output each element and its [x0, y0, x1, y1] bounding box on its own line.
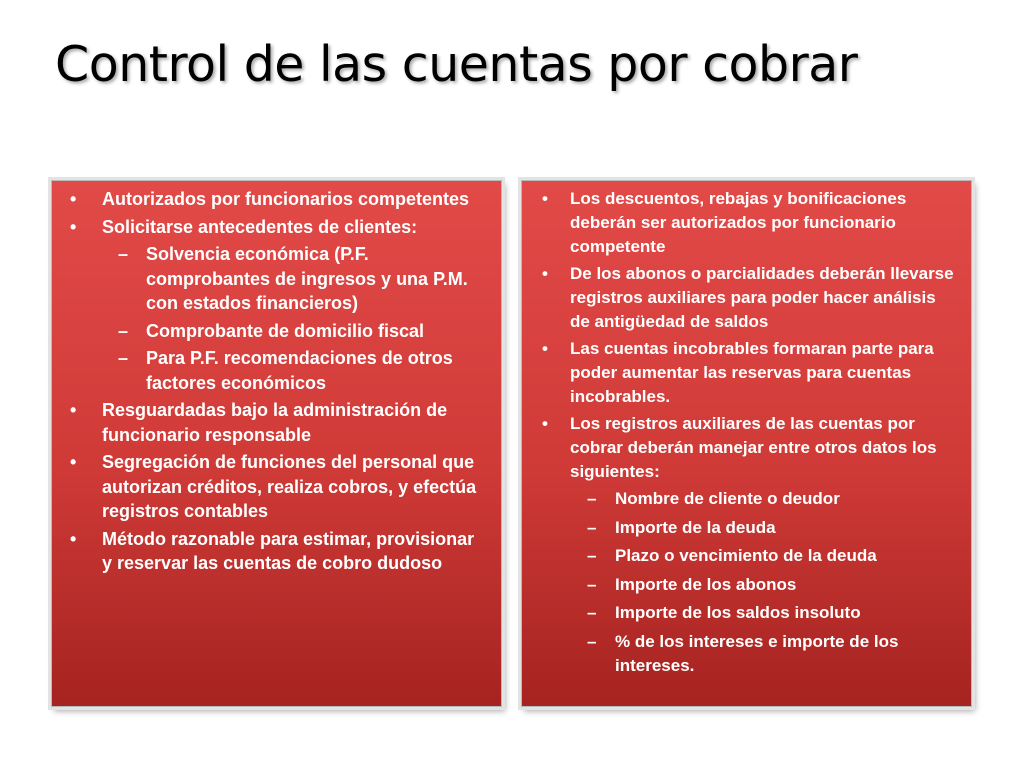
sub-item: – Para P.F. recomendaciones de otros factores económicos — [60, 346, 487, 395]
bullet-item — [60, 215, 487, 240]
left-bullet-list-continued — [60, 398, 487, 576]
bullet-item: • Los registros auxiliares de las cuentas por cobrar deberán manejar entre otros datos los siguientes: — [530, 412, 957, 484]
sub-item: – Comprobante de domicilio fiscal — [60, 319, 487, 344]
sub-item: – Importe de la deuda — [530, 516, 957, 540]
bullet-item-label: Solicitarse antecedentes de clientes: — [102, 216, 418, 237]
sub-item: – Importe de los abonos — [530, 573, 957, 597]
sub-item: – Solvencia económica (P.F. comprobantes de ingresos y una P.M. con estados financieros) — [60, 242, 487, 316]
right-panel — [521, 180, 972, 707]
bullet-item: • Método razonable para estimar, provisionar y reservar las cuentas de cobro dudoso — [60, 527, 487, 576]
left-bullet-list — [60, 187, 487, 239]
sub-item: – % de los intereses e importe de los intereses. — [530, 630, 957, 678]
right-sub-list — [530, 487, 957, 678]
left-sub-list — [60, 242, 487, 395]
right-bullet-list — [530, 187, 957, 484]
bullet-item: • Resguardadas bajo la administración de funcionario responsable — [60, 398, 487, 447]
bullet-item: • Las cuentas incobrables formaran parte para poder aumentar las reservas para cuentas incobrables. — [530, 337, 957, 409]
sub-item: – Plazo o vencimiento de la deuda — [530, 544, 957, 568]
sub-item: – Nombre de cliente o deudor — [530, 487, 957, 511]
left-panel — [51, 180, 502, 707]
sub-item: – Importe de los saldos insoluto — [530, 601, 957, 625]
bullet-item: • De los abonos o parcialidades deberán llevarse registros auxiliares para poder hacer análisis de antigüedad de saldos — [530, 262, 957, 334]
bullet-item: • Autorizados por funcionarios competentes — [60, 187, 487, 212]
slide-title: Control de las cuentas por cobrar — [55, 36, 858, 93]
bullet-item: • Los descuentos, rebajas y bonificaciones deberán ser autorizados por funcionario competente — [530, 187, 957, 259]
bullet-item: • Segregación de funciones del personal que autorizan créditos, realiza cobros, y efectúa registros contables — [60, 450, 487, 524]
